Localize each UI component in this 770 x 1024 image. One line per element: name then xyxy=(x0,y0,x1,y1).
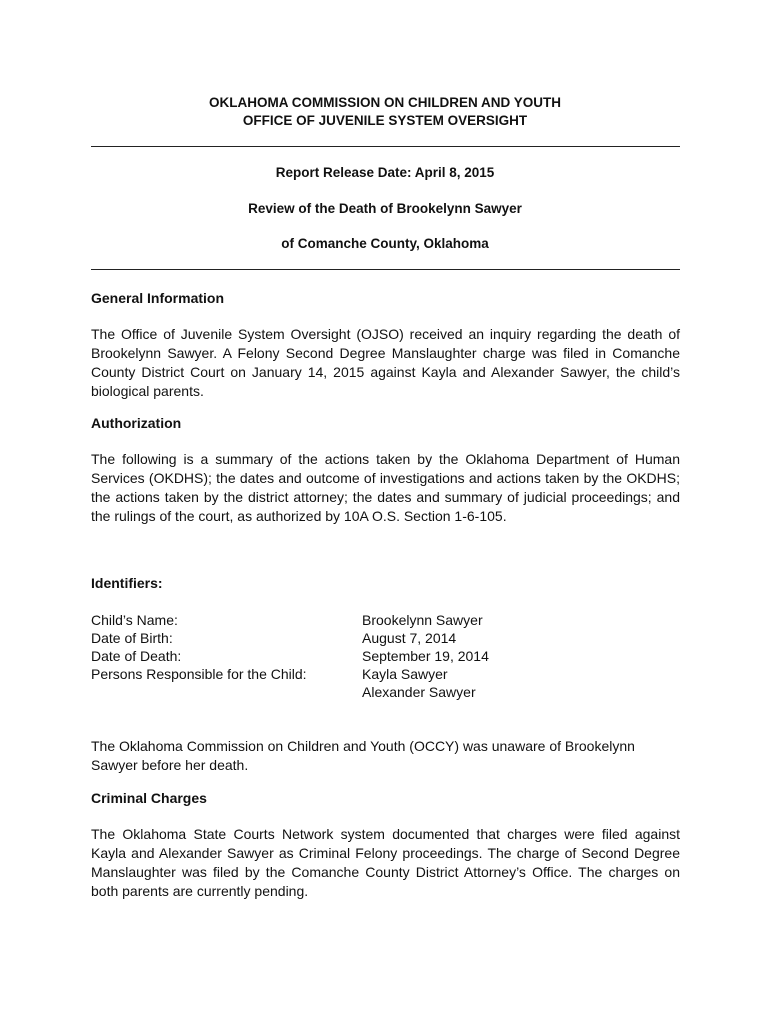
criminal-charges-heading: Criminal Charges xyxy=(91,790,207,806)
authorization-heading: Authorization xyxy=(91,415,182,431)
release-date: Report Release Date: April 8, 2015 xyxy=(275,165,495,180)
persons-responsible-value: Kayla Sawyer xyxy=(362,666,448,682)
criminal-charges-text: The Oklahoma State Courts Network system documented that charges were filed against Kayla and Alexander Sawyer as Criminal Felony proceedings. The charge of Second Degree Manslaughter was filed by the Comanche County District Attorney’s Office. The charges on both parents are currently pending. xyxy=(91,826,680,899)
general-information-heading: General Information xyxy=(91,290,225,306)
date-of-birth-value: August 7, 2014 xyxy=(362,630,457,646)
child-name-label: Child’s Name: xyxy=(91,612,178,628)
persons-responsible-value-2: Alexander Sawyer xyxy=(362,684,476,700)
general-information-text: The Office of Juvenile System Oversight (OJSO) received an inquiry regarding the death of Brookelynn Sawyer. A Felony Second Degree Manslaughter charge was filed in Comanche County District Court on January 14, 2015 against Kayla and Alexander Sawyer, the child’s biological parents. xyxy=(91,326,680,399)
authorization-text: The following is a summary of the actions taken by the Oklahoma Department of Human Services (OKDHS); the dates and outcome of investigations and actions taken by the OKDHS; the actions taken by the district attorney; the dates and summary of judicial proceedings; and the rulings of the court, as authorized by 10A O.S. Section 1-6-105. xyxy=(91,451,680,524)
identifiers-heading: Identifiers: xyxy=(91,575,163,591)
office-title: OFFICE OF JUVENILE SYSTEM OVERSIGHT xyxy=(242,113,528,128)
persons-responsible-label: Persons Responsible for the Child: xyxy=(91,666,307,682)
county-line: of Comanche County, Oklahoma xyxy=(281,236,489,251)
org-title: OKLAHOMA COMMISSION ON CHILDREN AND YOUTH xyxy=(209,95,561,110)
header-rule-top xyxy=(91,146,680,147)
date-of-birth-label: Date of Birth: xyxy=(91,630,173,646)
date-of-death-value: September 19, 2014 xyxy=(362,648,489,664)
date-of-death-label: Date of Death: xyxy=(91,648,182,664)
child-name-value: Brookelynn Sawyer xyxy=(362,612,483,628)
header-rule-bottom xyxy=(91,269,680,270)
review-title: Review of the Death of Brookelynn Sawyer xyxy=(248,201,522,216)
occy-note: The Oklahoma Commission on Children and Youth (OCCY) was unaware of Brookelynn Sawyer before her death. xyxy=(91,738,635,773)
